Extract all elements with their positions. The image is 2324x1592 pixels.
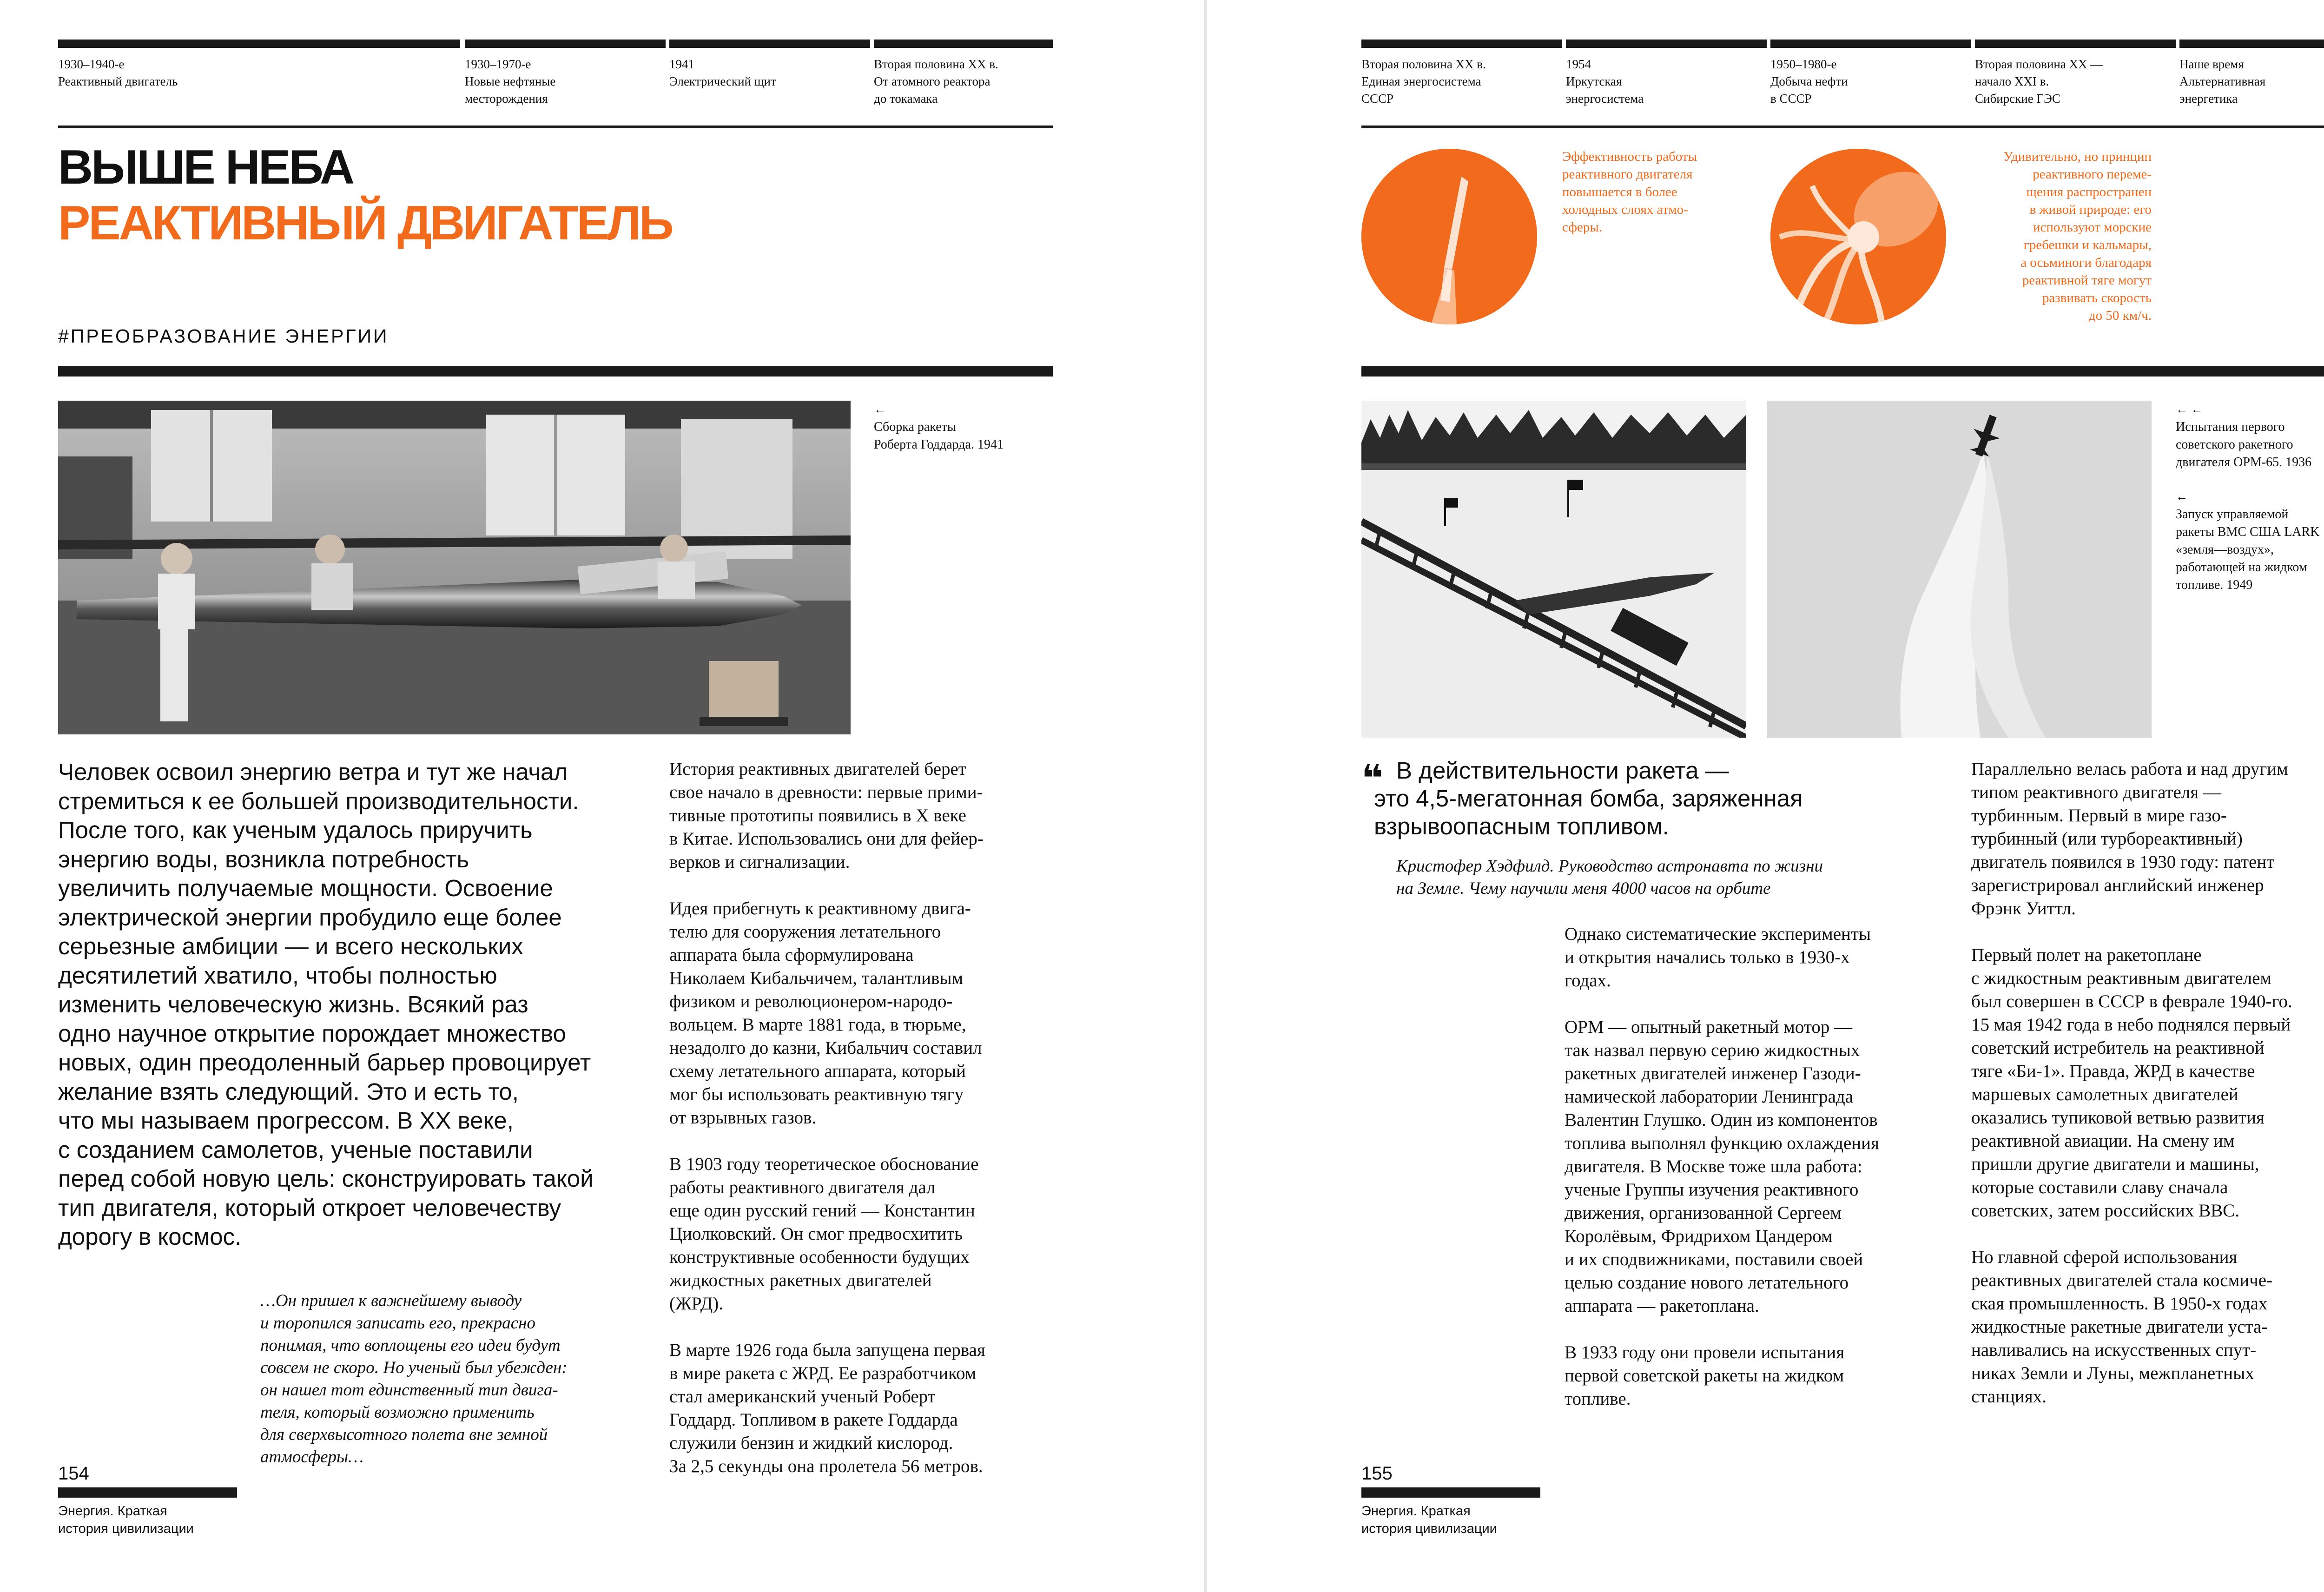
orange-note: Удивительно, но принцип реактивного переме- щения распространен в живой природе: его используют морские гребешки и кальмары, а осьминоги благодаря реактивной тяге могут развивать скорость до 50 км/ч. [2003,149,2152,323]
rocket-assembly-photo [58,401,851,734]
timeline-bar [2179,40,2324,48]
quote-source: Кристофер Хэдфилд. Руководство астронавта по жизни на Земле. Чему научили меня 4000 часов на орбите [1396,857,1823,898]
lark-launch-photo [1767,401,2152,738]
orm65-test-photo [1361,401,1746,738]
snow-launcher-illustration [1361,401,1746,738]
timeline-item[interactable]: 1930–1970-е Новые нефтяные месторождения [465,57,556,106]
footer-bar [1361,1487,1540,1498]
timeline-bar [1975,40,2176,48]
timeline-item[interactable]: 1950–1980-е Добыча нефти в СССР [1770,57,1848,106]
timeline-bar [1361,40,1562,48]
arrow-left-icon: ← [2176,490,2188,503]
italic-quote: …Он пришел к важнейшему выводу и торопился записать его, прекрасно понимая, что воплощены его идеи будут совсем не скоро. Но ученый был убежден: он нашел тот единственный тип двига- теля, который возможно применить для сверхвысотного полета вне земной атмосферы… [260,1291,568,1466]
footer-bar [58,1487,237,1498]
topic-tag[interactable]: #ПРЕОБРАЗОВАНИЕ ЭНЕРГИИ [58,325,389,347]
page-subtitle: РЕАКТИВНЫЙ ДВИГАТЕЛЬ [58,196,672,250]
squid-illustration [1770,149,1946,324]
timeline-item[interactable]: 1941 Электрический щит [669,57,776,88]
photo-caption: ← Запуск управляемой ракеты ВМС США LARK «земля—воздух», работающей на жидком топливе. 1949 [2176,488,2324,594]
page-number: 154 [58,1463,89,1484]
squid-circle-image [1770,149,1946,324]
arrow-left-icon: ← [874,403,886,416]
section-rule [58,366,1053,377]
timeline-bar [1770,40,1971,48]
timeline-item[interactable]: Наше время Альтернативная энергетика [2179,57,2266,106]
lead-paragraph: Человек освоил энергию ветра и тут же начал стремиться к ее большей производительности. После того, как ученым удалось приручить энергию воды, возникла потребность увеличить получаемые мощности. Освоение электрической энергии пробудило еще более серьезные амбиции — и всего нескольких десятилетий хватило, чтобы полностью изменить человеческую жизнь. Всякий раз одно научное открытие порождает множество новых, один преодоленный барьер провоцирует желание взять следующий. Это и есть то, что мы называем прогрессом. В XX веке, с созданием самолетов, ученые поставили перед собой новую цель: сконструировать такой тип двигателя, который откроет человечеству дорогу в космос. [58,759,594,1250]
right-page [1207,0,2324,1592]
timeline-item[interactable]: 1954 Иркутская энергосистема [1566,57,1644,106]
timeline-bar-active [58,40,460,48]
book-title: Энергия. Краткая история цивилизации [58,1504,194,1536]
timeline-item[interactable]: Вторая половина XX в. От атомного реактора до токамака [874,57,998,106]
timeline-bar [874,40,1053,48]
header-rule [58,126,1053,128]
body-column: Однако систематические эксперименты и открытия начались только в 1930-х годах. ОРМ — опытный ракетный мотор — так назвал первую серию жидкостных ракетных двигателей инженер Газоди- намической лаборатории Ленинграда Валентин Глушко. Один из компонентов топлива выполнял функцию охлаждения двигателя. В Москве тоже шла работа: ученые Группы изучения реактивного движения, организованной Сергеем Королёвым, Фридрихом Цандером и их сподвижниками, поставили своей целью создание нового летательного аппарата — ракетоплана. В 1933 году они провели испытания первой советской ракеты на жидком топливе. [1565,924,1879,1409]
quote-icon: ❝ [1361,758,1383,799]
rocket-flight-illustration [1361,149,1537,324]
book-title: Энергия. Краткая история цивилизации [1361,1504,1497,1536]
rocket-assembly-illustration [58,401,851,734]
timeline-item[interactable]: Вторая половина XX — начало XXI в. Сибирские ГЭС [1975,57,2103,106]
pull-quote: В действительности ракета — это 4,5-мегатонная бомба, заряженная взрывоопасным топливом. [1374,757,1803,839]
page-number: 155 [1361,1463,1393,1484]
timeline-bar [1566,40,1767,48]
timeline-item[interactable]: Вторая половина XX в. Единая энергосистема СССР [1361,57,1486,106]
section-rule [1361,366,2324,377]
timeline-bar [465,40,666,48]
body-column: История реактивных двигателей берет свое начало в древности: первые прими- тивные прототипы появились в X веке в Китае. Использовались они для фейер- верков и сигнализации. Идея прибегнуть к реактивному двига- телю для сооружения летательного аппарата была сформулирована Николаем Кибальчичем, талантливым физиком и революционером-народо- вольцем. В марте 1881 года, в тюрьме, незадолго до казни, Кибальчич составил схему летательного аппарата, который мог бы использовать реактивную тягу от взрывных газов. В 1903 году теоретическое обоснование работы реактивного двигателя дал еще один русский гений — Константин Циолковский. Он смог предвосхитить конструктивные особенности будущих жидкостных ракетных двигателей (ЖРД). В марте 1926 года была запущена первая в мире ракета с ЖРД. Ее разработчиком стал американский ученый Роберт Годдард. Топливом в ракете Годдарда служили бензин и жидкий кислород. За 2,5 секунды она пролетела 56 метров. [669,759,985,1476]
photo-caption: ← Сборка ракеты Роберта Годдарда. 1941 [874,401,1050,454]
orange-note: Эффективность работы реактивного двигателя повышается в более холодных слоях атмо- сферы. [1562,149,1697,235]
page-title: ВЫШЕ НЕБА [58,140,353,194]
header-rule [1361,126,2324,128]
timeline-item[interactable]: 1930–1940-е Реактивный двигатель [58,57,178,88]
arrow-left-icon: ← ← [2176,403,2203,416]
timeline-bar [669,40,870,48]
rocket-circle-image [1361,149,1537,324]
body-column: Параллельно велась работа и над другим типом реактивного двигателя — турбинным. Первый в мире газо- турбинный (или турбореактивный) двигатель появился в 1930 году: патент зарегистрировал английский инженер Фрэнк Уиттл. Первый полет на ракетоплане с жидкостным реактивным двигателем был совершен в СССР в феврале 1940-го. 15 мая 1942 года в небо поднялся первый советский истребитель на реактивной тяге «Би-1». Правда, ЖРД в качестве маршевых самолетных двигателей оказались тупиковой ветвью развития реактивной авиации. На смену им пришли другие двигатели и машины, которые составили славу сначала советских, затем российских ВВС. Но главной сферой использования реактивных двигателей стала космиче- ская промышленность. В 1950-х годах жидкостные ракетные двигатели уста- навливались на искусственных спут- никах Земли и Луны, межпланетных станциях. [1971,759,2292,1407]
photo-caption: ← ← Испытания первого советского ракетного двигателя ОРМ-65. 1936 [2176,401,2324,471]
rocket-smoke-illustration [1767,401,2152,738]
